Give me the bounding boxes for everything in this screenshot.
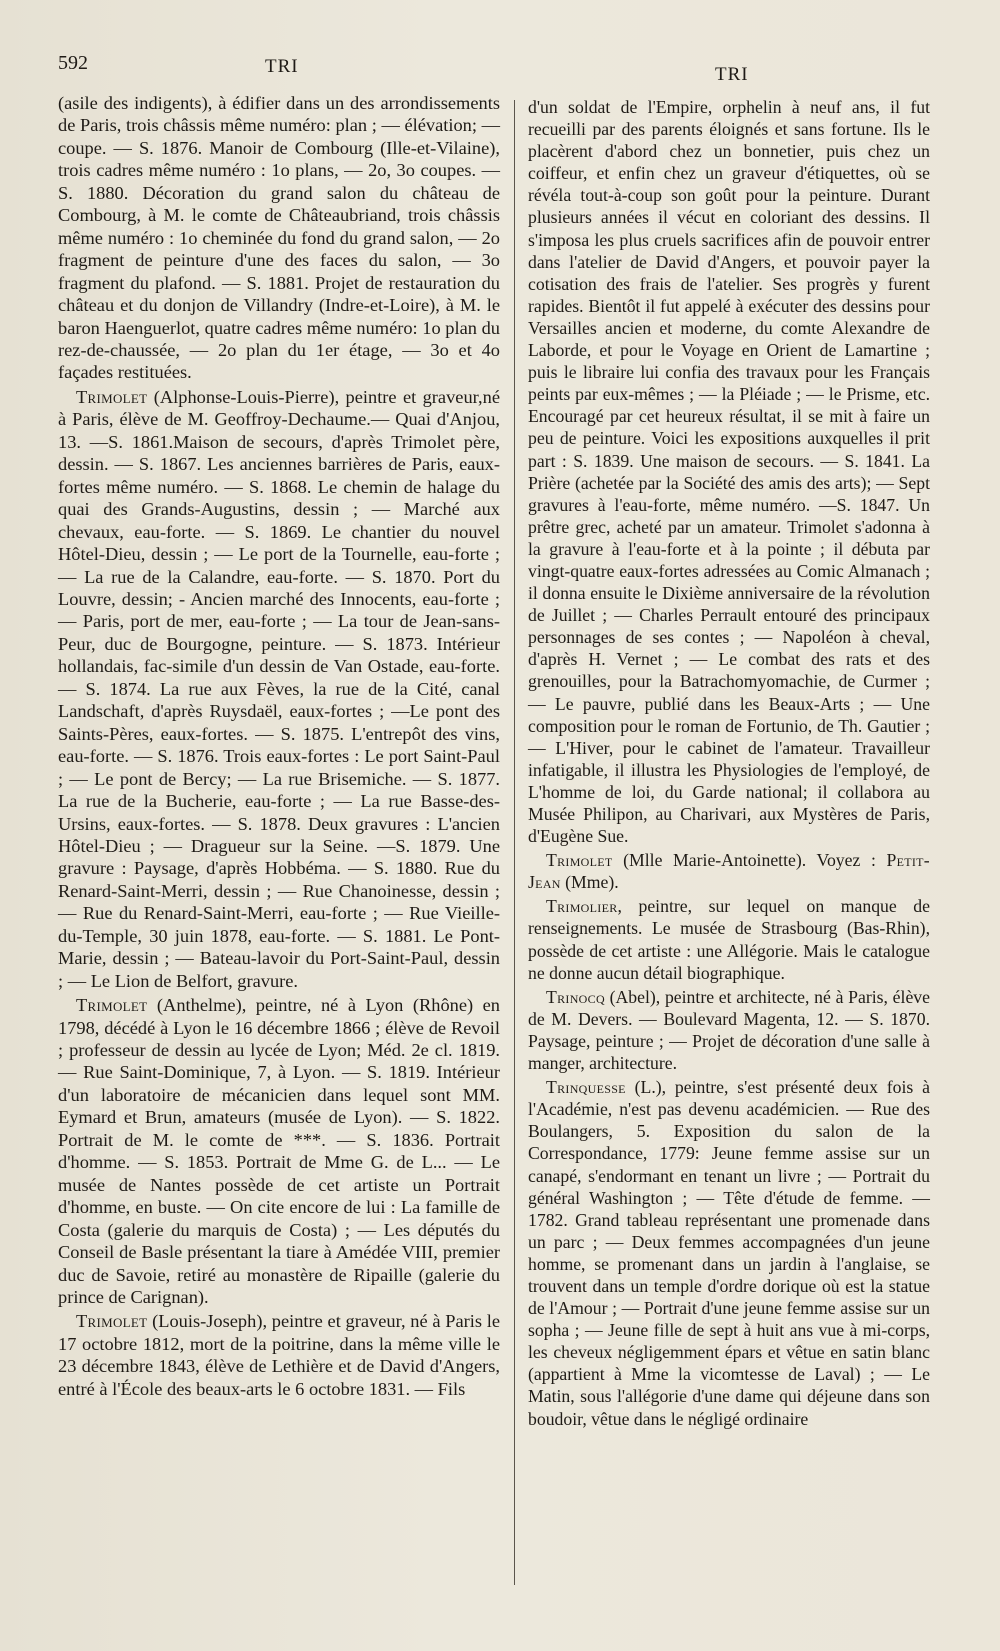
entry-name: Trimolier bbox=[546, 896, 618, 917]
entry-trinquesse bbox=[528, 1076, 930, 1430]
continued-entry-text: (asile des indigents), à édifier dans un des arrondissements de Paris, trois châssis même numéro: plan ; — élévation; — coupe. — S. 1876. Manoir de Combourg (Ille-et-Vilaine), trois cadres même numéro : 1o plans, — 2o, 3o coupes. — S. 1880. Décoration du grand salon du château de Combourg, à M. le comte de Châteaubriand, trois châssis même numéro : 1o cheminée du fond du grand salon, — 2o fragment de peinture d'une des faces du salon, — 3o fragment du plafond. — S. 1881. Projet de restauration du château et du donjon de Villandry (Indre-et-Loire), à M. le baron Haenguerlot, quatre cadres même numéro: 1o plan du rez-de-chaussée, — 2o plan du 1er étage, — 3o et 4o façades restituées. bbox=[58, 93, 500, 383]
running-header-left: TRI bbox=[265, 56, 299, 77]
left-column bbox=[58, 92, 500, 1400]
entry-text: (Abel), peintre et architecte, né à Paris, élève de M. Devers. — Boulevard Magenta, 12. — S. 1870. Paysage, peinture ; — Projet de décoration d'une salle à manger, architecture. bbox=[528, 986, 930, 1074]
right-column bbox=[528, 96, 930, 1430]
entry-text: (Alphonse-Louis-Pierre), peintre et graveur,né à Paris, élève de M. Geoffroy-Dechaume.— Quai d'Anjou, 13. —S. 1861.Maison de secours, d'après Trimolet père, dessin. — S. 1867. Les anciennes barrières de Paris, eaux-fortes même numéro. — S. 1868. Le chemin de halage du quai des Grands-Augustins, dessin ; — Marché aux chevaux, eau-forte. — S. 1869. Le chantier du nouvel Hôtel-Dieu, dessin ; — Le port de la Tournelle, eau-forte ; — La rue de la Calandre, eau-forte. — S. 1870. Port du Louvre, dessin; - Ancien marché des Innocents, eau-forte ; — Paris, port de mer, eau-forte ; — La tour de Jean-sans-Peur, duc de Bourgogne, peinture. — S. 1873. Intérieur hollandais, fac-simile d'un dessin de Van Ostade, eau-forte. — S. 1874. La rue aux Fèves, la rue de la Cité, canal Landschaft, d'après Ruysdaël, eaux-fortes ; —Le pont des Saints-Pères, eaux-fortes. — S. 1875. L'entrepôt des vins, eau-forte. — S. 1876. Trois eaux-fortes : Le port Saint-Paul ; — Le pont de Bercy; — La rue Brisemiche. — S. 1877. La rue de la Bucherie, eau-forte ; — La rue Basse-des-Ursins, eaux-fortes. — S. 1878. Deux gravures : L'ancien Hôtel-Dieu ; — Dragueur sur la Seine. —S. 1879. Une gravure : Paysage, d'après Hobbéma. — S. 1880. Rue du Renard-Saint-Merri, dessin ; — Rue Chanoinesse, dessin ; — Rue du Renard-Saint-Merri, eau-forte ; — Rue Vieille-du-Temple, 30 juin 1878, eau-forte. — S. 1881. Le Pont-Marie, dessin ; — Bateau-lavoir du Port-Saint-Paul, dessin ; — Le Lion de Belfort, gravure. bbox=[58, 386, 500, 991]
entry-trimolier bbox=[528, 895, 930, 983]
entry-name: Trimolet bbox=[546, 850, 613, 871]
entry-text: (Anthelme), peintre, né à Lyon (Rhône) en 1798, décédé à Lyon le 16 décembre 1866 ; élève de Revoil ; professeur de dessin au lycée de Lyon; Méd. 2e cl. 1819. — Rue Saint-Dominique, 7, à Lyon. — S. 1819. Intérieur d'un laboratoire de mécanicien dans lequel sont MM. Eymard et Brun, amateurs (musée de Lyon). — S. 1822. Portrait de M. le comte de ***. — S. 1836. Portrait d'homme. — S. 1853. Portrait de Mme G. de L... — Le musée de Nantes possède de cet artiste un Portrait d'homme, en buste. — On cite encore de lui : La famille de Costa (galerie du marquis de Costa) ; — Les députés du Conseil de Basle présentant la tiare à Amédée VIII, premier duc de Savoie, retiré au monastère de Ripaille (galerie du prince de Carignan). bbox=[58, 995, 500, 1308]
entry-trimolet-alphonse bbox=[58, 386, 500, 992]
entry-trimolet-louis-joseph bbox=[58, 1310, 500, 1400]
entry-trimolet-anthelme bbox=[58, 994, 500, 1308]
running-header-right: TRI bbox=[715, 64, 749, 85]
entry-text-tail: (Mme). bbox=[560, 872, 619, 893]
cross-reference: Petit-Jean bbox=[528, 850, 930, 893]
entry-text: , peintre, sur lequel on manque de renseignements. Le musée de Strasbourg (Bas-Rhin), possède de cet artiste : une Allégorie. Mais le catalogue ne donne aucun détail biographique. bbox=[528, 896, 930, 983]
entry-text: (Louis-Joseph), peintre et graveur, né à Paris le 17 octobre 1812, mort de la poitrine, dans la même ville le 23 décembre 1843, élève de Lethière et de David d'Angers, entré à l'École des beaux-arts le 6 octobre 1831. — Fils bbox=[58, 1311, 500, 1399]
column-divider bbox=[514, 100, 515, 1585]
entry-name: Trimolet bbox=[76, 386, 148, 407]
continued-entry-text: d'un soldat de l'Empire, orphelin à neuf ans, il fut recueilli par des parents éloignés et sans fortune. Ils le placèrent d'abord chez un bonnetier, puis chez un coiffeur, et enfin chez un graveur d'étiquettes, où se révéla tout-à-coup son goût pour la peinture. Durant plusieurs années il vécut en coloriant des dessins. Il s'imposa les plus cruels sacrifices afin de pouvoir entrer dans l'atelier de David d'Angers, et pouvoir payer la cotisation des frais de l'atelier. Ses progrès y furent rapides. Bientôt il fut appelé à exécuter des dessins pour Versailles ancien et moderne, du comte Alexandre de Laborde, et pour le Voyage en Orient de Lamartine ; puis le libraire lui confia des travaux pour les Français peints par eux-mêmes ; — la Pléiade ; — le Prisme, etc. Encouragé par cet heureux résultat, il se mit à faire un peu de peinture. Voici les expositions auxquelles il prit part : S. 1839. Une maison de secours. — S. 1841. La Prière (achetée par la Société des amis des arts); — Sept gravures à l'eau-forte, même numéro. —S. 1847. Un prêtre grec, acheté par un amateur. Trimolet s'adonna à la gravure à l'eau-forte et à la pointe ; il débuta par vingt-quatre eaux-fortes adressées au Comic Almanach ; il donna ensuite le Dixième anniversaire de la révolution de Juillet ; — Charles Perrault entouré des principaux personnages de ses contes ; — Napoléon à cheval, d'après H. Vernet ; — Le combat des rats et des grenouilles, pour la Batrachomyomachie, de Curmer ; — Le pauvre, publié dans les Beaux-Arts ; — Une composition pour le roman de Fortunio, de Th. Gautier ; — L'Hiver, pour le cabinet de l'amateur. Travailleur infatigable, il illustra les Physiologies de l'employé, de L'homme de loi, du Garde national; il collabora au Musée Philipon, au Charivari, aux Mystères de Paris, d'Eugène Sue. bbox=[528, 97, 930, 847]
page-number: 592 bbox=[58, 52, 88, 74]
entry-text: (Mlle Marie-Antoinette). Voyez : bbox=[612, 850, 887, 871]
entry-trinocq bbox=[528, 986, 930, 1074]
entry-name: Trinquesse bbox=[546, 1077, 626, 1098]
entry-trimolet-marie-antoinette bbox=[528, 849, 930, 893]
entry-name: Trimolet bbox=[76, 995, 148, 1016]
entry-name: Trimolet bbox=[76, 1311, 148, 1332]
entry-text: (L.), peintre, s'est présenté deux fois à l'Académie, n'est pas devenu académicien. — Rue des Boulangers, 5. Exposition du salon de la Correspondance, 1779: Jeune femme assise sur un canapé, s'endormant en tenant un livre ; — Portrait du général Washington ; — Tête d'étude de femme. — 1782. Grand tableau représentant une promenade dans un parc ; — Deux femmes accompagnées d'un jeune homme, se promenant dans un jardin à l'anglaise, se trouvent dans un temple d'ordre dorique où est la statue de l'Amour ; — Portrait d'une jeune femme assise sur un sopha ; — Jeune fille de sept à huit ans vue à mi-corps, les cheveux négligemment épars et vêtue en satin blanc (appartient à Mme la vicomtesse de Laval) ; — Le Matin, sous l'allégorie d'une dame qui déjeune dans son boudoir, vêtue dans le négligé ordinaire bbox=[528, 1077, 930, 1429]
entry-name: Trinocq bbox=[546, 986, 605, 1007]
